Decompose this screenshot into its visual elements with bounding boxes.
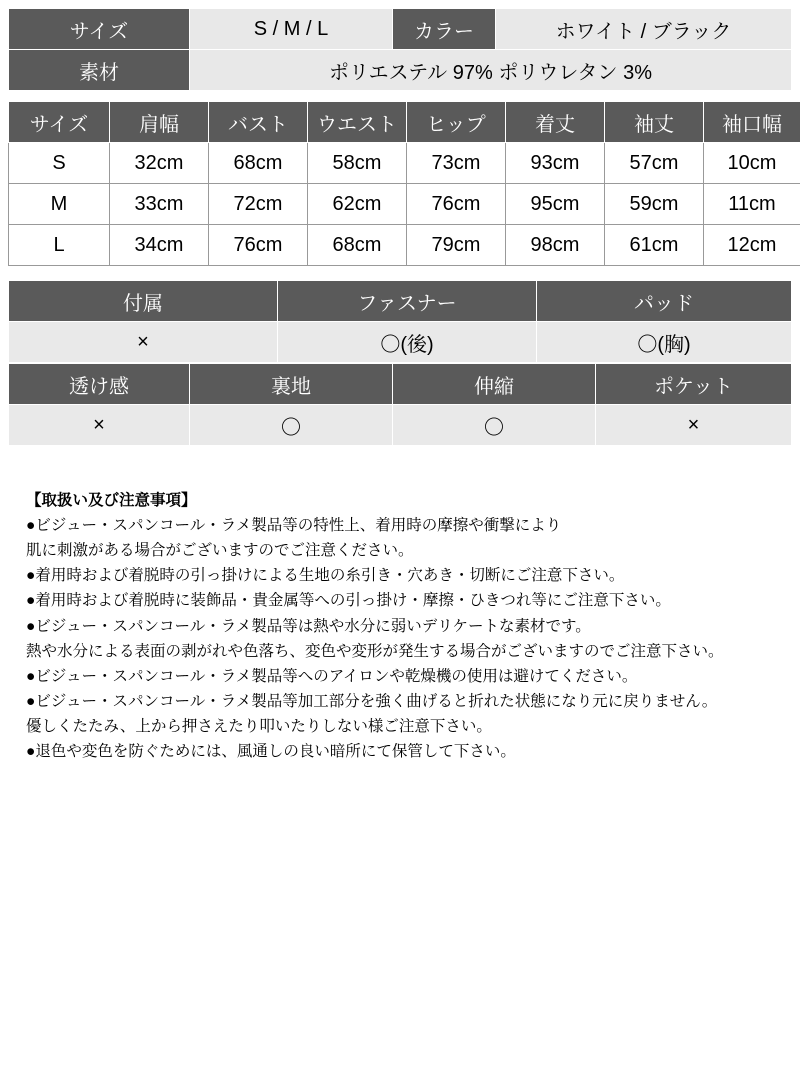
size-chart-cell: 76cm: [209, 225, 308, 266]
feature-header-pad: パッド: [537, 281, 792, 322]
size-chart-cell: 93cm: [506, 143, 605, 184]
size-chart-table: [8, 101, 800, 266]
size-chart-cell: 59cm: [605, 184, 704, 225]
care-note-line: 肌に刺激がある場合がございますのでご注意ください。: [26, 542, 414, 560]
care-note-line: ●ビジュー・スパンコール・ラメ製品等へのアイロンや乾燥機の使用は避けてください。: [26, 667, 638, 685]
feature-header-stretch: 伸縮: [393, 364, 596, 405]
feature-value-sheerness: ×: [9, 405, 190, 446]
feature-value-pad: 〇(胸): [537, 322, 792, 363]
care-note-line: ●着用時および着脱時に装飾品・貴金属等への引っ掛け・摩擦・ひきつれ等にご注意下さい。: [26, 592, 671, 610]
care-note-line: 優しくたたみ、上から押さえたり叩いたりしない様ご注意下さい。: [26, 717, 492, 735]
table-row: [9, 9, 792, 50]
size-chart-col-4: ヒップ: [407, 102, 506, 143]
size-chart-cell: 62cm: [308, 184, 407, 225]
basic-color-header: カラー: [393, 9, 496, 50]
table-header-row: [9, 364, 792, 405]
features-table: [8, 280, 792, 363]
basic-size-value: S / M / L: [190, 9, 393, 50]
features-table-2: [8, 363, 792, 446]
size-chart-cell: 34cm: [110, 225, 209, 266]
feature-header-accessory: 付属: [9, 281, 278, 322]
size-chart-cell: 61cm: [605, 225, 704, 266]
size-chart-cell: 79cm: [407, 225, 506, 266]
size-chart-cell: 95cm: [506, 184, 605, 225]
table-row: [9, 225, 800, 266]
size-chart-col-2: バスト: [209, 102, 308, 143]
basic-material-header: 素材: [9, 50, 190, 91]
size-chart-cell: 58cm: [308, 143, 407, 184]
feature-header-pocket: ポケット: [596, 364, 792, 405]
size-chart-col-6: 袖丈: [605, 102, 704, 143]
table-header-row: [9, 102, 800, 143]
feature-header-zipper: ファスナー: [278, 281, 537, 322]
size-chart-col-3: ウエスト: [308, 102, 407, 143]
care-note-line: ●ビジュー・スパンコール・ラメ製品等の特性上、着用時の摩擦や衝撃により: [26, 517, 562, 535]
basic-material-value: ポリエステル 97% ポリウレタン 3%: [190, 50, 792, 91]
table-header-row: [9, 281, 792, 322]
size-chart-cell: 68cm: [308, 225, 407, 266]
care-notes-title: 【取扱い及び注意事項】: [26, 492, 197, 509]
size-chart-cell: 12cm: [704, 225, 800, 266]
table-row: [9, 405, 792, 446]
size-chart-cell: 11cm: [704, 184, 800, 225]
feature-header-lining: 裏地: [190, 364, 393, 405]
size-chart-cell: 72cm: [209, 184, 308, 225]
care-notes: [8, 488, 792, 764]
size-chart-cell: 73cm: [407, 143, 506, 184]
care-note-line: ●ビジュー・スパンコール・ラメ製品等加工部分を強く曲げると折れた状態になり元に戻りません。: [26, 692, 718, 710]
care-note-line: ●ビジュー・スパンコール・ラメ製品等は熱や水分に弱いデリケートな素材です。: [26, 617, 591, 635]
size-chart-col-5: 着丈: [506, 102, 605, 143]
size-chart-cell: S: [9, 143, 110, 184]
basic-size-header: サイズ: [9, 9, 190, 50]
table-row: [9, 50, 792, 91]
basic-info-table: [8, 8, 792, 91]
care-note-line: ●着用時および着脱時の引っ掛けによる生地の糸引き・穴あき・切断にご注意下さい。: [26, 567, 625, 585]
feature-value-lining: 〇: [190, 405, 393, 446]
feature-value-zipper: 〇(後): [278, 322, 537, 363]
size-chart-cell: 32cm: [110, 143, 209, 184]
table-row: [9, 143, 800, 184]
size-chart-cell: 10cm: [704, 143, 800, 184]
size-chart-cell: 33cm: [110, 184, 209, 225]
size-chart-cell: M: [9, 184, 110, 225]
size-chart-cell: 98cm: [506, 225, 605, 266]
care-note-line: 熱や水分による表面の剥がれや色落ち、変色や変形が発生する場合がございますのでご注意下さい。: [26, 642, 724, 660]
size-chart-col-7: 袖口幅: [704, 102, 800, 143]
size-chart-cell: L: [9, 225, 110, 266]
feature-value-accessory: ×: [9, 322, 278, 363]
basic-color-value: ホワイト / ブラック: [496, 9, 792, 50]
size-chart-cell: 76cm: [407, 184, 506, 225]
size-chart-col-0: サイズ: [9, 102, 110, 143]
size-chart-cell: 68cm: [209, 143, 308, 184]
feature-header-sheerness: 透け感: [9, 364, 190, 405]
feature-value-stretch: 〇: [393, 405, 596, 446]
size-chart-col-1: 肩幅: [110, 102, 209, 143]
care-note-line: ●退色や変色を防ぐためには、風通しの良い暗所にて保管して下さい。: [26, 743, 516, 761]
size-chart-cell: 57cm: [605, 143, 704, 184]
table-row: [9, 184, 800, 225]
feature-value-pocket: ×: [596, 405, 792, 446]
table-row: [9, 322, 792, 363]
